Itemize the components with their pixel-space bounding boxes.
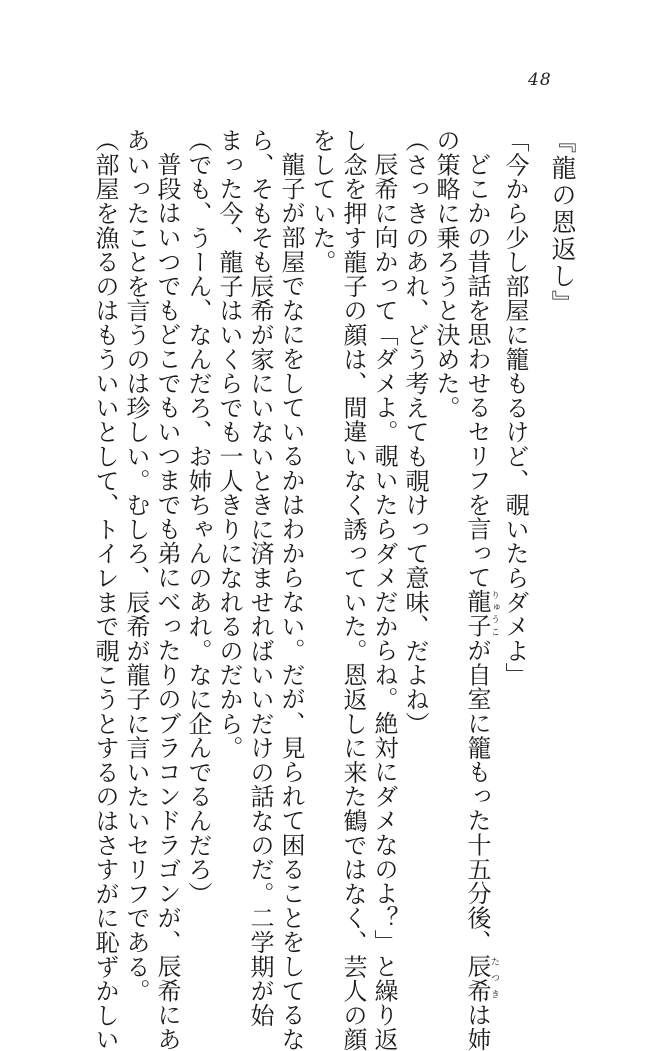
text-line: をしていた。	[308, 128, 336, 274]
text-line: の策略に乗ろうと決めた。	[432, 128, 460, 420]
ruby-word: 龍子りゅうこ	[463, 589, 499, 639]
text-line: し念を押す龍子の顔は、間違いなく誘っていた。恩返しに来た鶴ではなく、芸人の顔	[339, 128, 367, 1051]
text-line: まった今、龍子はいくらでも一人きりになれるのだから。	[215, 128, 243, 760]
text-line: あいったことを言うのは珍しい。むしろ、辰希が龍子に言いたいセリフである。	[122, 128, 150, 1003]
text-line: 辰希に向かって「ダメよ。覗いたらダメだからね。絶対にダメなのよ？」と繰り返	[370, 152, 398, 1051]
text-line: （でも、うーん、なんだろ、お姉ちゃんのあれ。なに企んでるんだろ）	[184, 128, 212, 906]
ruby-word: 辰希たつき	[463, 953, 499, 1003]
furigana: たつき	[489, 953, 499, 1003]
text-line: ら、そもそも辰希が家にいないときに済ませればいいだけの話なのだ。二学期が始	[246, 128, 274, 1028]
text-line: （部屋を漁るのはもういいとして、トイレまで覗こうとするのはさすがに恥ずかしい	[91, 128, 119, 1051]
body-text	[89, 128, 530, 1051]
furigana: りゅうこ	[489, 589, 499, 638]
text-line: 「今から少し部屋に籠もるけど、覗いたらダメよ」	[501, 128, 529, 687]
text-line: 普段はいつでもどこでもいつまでも弟にべったりのブラコンドラゴンが、辰希にあ	[153, 152, 181, 1051]
text-line: どこかの昔話を思わせるセリフを言って龍子りゅうこが自室に籠もった十五分後、辰希たつきは姉	[463, 152, 499, 1051]
text-line: （さっきのあれ、どう考えても覗けって意味、だよね）	[401, 128, 429, 736]
text-line: 龍子が部屋でなにをしているかはわからない。だが、見られて困ることをしてるな	[277, 152, 305, 1051]
chapter-title: 『龍の恩返し』	[548, 128, 577, 317]
page-number: 48	[528, 70, 552, 90]
